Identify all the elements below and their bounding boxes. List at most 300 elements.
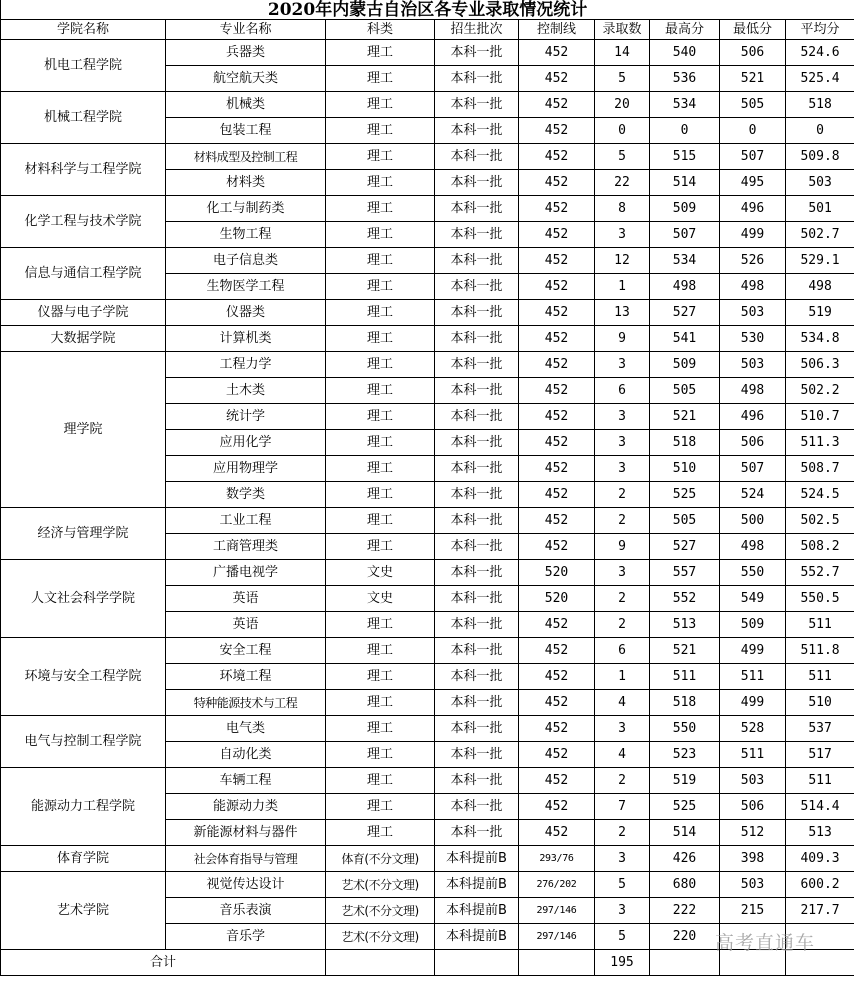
table-row xyxy=(1,196,854,222)
control-line-cell: 452 xyxy=(519,664,595,690)
header-college: 学院名称 xyxy=(1,20,166,40)
category-cell: 理工 xyxy=(326,534,435,560)
major-cell: 工业工程 xyxy=(166,508,326,534)
max-score-cell: 540 xyxy=(650,40,720,66)
header-admitted: 录取数 xyxy=(595,20,650,40)
table-row xyxy=(1,768,854,794)
table-row xyxy=(1,872,854,898)
table-row xyxy=(1,326,854,352)
batch-cell: 本科一批 xyxy=(435,222,519,248)
major-cell: 生物医学工程 xyxy=(166,274,326,300)
min-score-cell: 215 xyxy=(720,898,786,924)
admitted-cell: 4 xyxy=(595,742,650,768)
table-row xyxy=(1,40,854,66)
avg-score-cell: 534.8 xyxy=(786,326,854,352)
batch-cell: 本科一批 xyxy=(435,326,519,352)
control-line-cell: 452 xyxy=(519,404,595,430)
admitted-cell: 4 xyxy=(595,690,650,716)
min-score-cell: 526 xyxy=(720,248,786,274)
category-cell: 理工 xyxy=(326,222,435,248)
control-line-cell: 452 xyxy=(519,352,595,378)
min-score-cell: 503 xyxy=(720,300,786,326)
admitted-cell: 12 xyxy=(595,248,650,274)
major-cell: 工程力学 xyxy=(166,352,326,378)
control-line-cell: 452 xyxy=(519,430,595,456)
batch-cell: 本科一批 xyxy=(435,690,519,716)
category-cell: 理工 xyxy=(326,92,435,118)
batch-cell: 本科一批 xyxy=(435,586,519,612)
total-min-cell xyxy=(720,950,786,976)
avg-score-cell: 508.2 xyxy=(786,534,854,560)
control-line-cell: 452 xyxy=(519,482,595,508)
max-score-cell: 536 xyxy=(650,66,720,92)
major-cell: 应用物理学 xyxy=(166,456,326,482)
max-score-cell: 552 xyxy=(650,586,720,612)
major-cell: 社会体育指导与管理 xyxy=(166,846,326,872)
batch-cell: 本科一批 xyxy=(435,508,519,534)
control-line-cell: 452 xyxy=(519,508,595,534)
admitted-cell: 3 xyxy=(595,716,650,742)
avg-score-cell: 511 xyxy=(786,612,854,638)
max-score-cell: 222 xyxy=(650,898,720,924)
max-score-cell: 426 xyxy=(650,846,720,872)
major-cell: 能源动力类 xyxy=(166,794,326,820)
control-line-cell: 297/146 xyxy=(519,898,595,924)
avg-score-cell xyxy=(786,924,854,950)
college-name-cell: 信息与通信工程学院 xyxy=(1,248,166,300)
batch-cell: 本科提前B xyxy=(435,872,519,898)
avg-score-cell: 600.2 xyxy=(786,872,854,898)
control-line-cell: 293/76 xyxy=(519,846,595,872)
category-cell: 理工 xyxy=(326,40,435,66)
admitted-cell: 6 xyxy=(595,378,650,404)
min-score-cell: 505 xyxy=(720,92,786,118)
max-score-cell: 519 xyxy=(650,768,720,794)
batch-cell: 本科一批 xyxy=(435,820,519,846)
category-cell: 体育(不分文理) xyxy=(326,846,435,872)
control-line-cell: 452 xyxy=(519,248,595,274)
avg-score-cell: 510 xyxy=(786,690,854,716)
major-cell: 新能源材料与器件 xyxy=(166,820,326,846)
category-cell: 理工 xyxy=(326,170,435,196)
category-cell: 理工 xyxy=(326,248,435,274)
min-score-cell: 512 xyxy=(720,820,786,846)
category-cell: 理工 xyxy=(326,274,435,300)
min-score-cell: 511 xyxy=(720,664,786,690)
admitted-cell: 9 xyxy=(595,534,650,560)
major-cell: 统计学 xyxy=(166,404,326,430)
category-cell: 文史 xyxy=(326,586,435,612)
control-line-cell: 452 xyxy=(519,274,595,300)
control-line-cell: 520 xyxy=(519,560,595,586)
category-cell: 理工 xyxy=(326,118,435,144)
batch-cell: 本科提前B xyxy=(435,924,519,950)
max-score-cell: 510 xyxy=(650,456,720,482)
avg-score-cell: 511.3 xyxy=(786,430,854,456)
admitted-cell: 3 xyxy=(595,404,650,430)
category-cell: 理工 xyxy=(326,66,435,92)
avg-score-cell: 511.8 xyxy=(786,638,854,664)
control-line-cell: 452 xyxy=(519,144,595,170)
min-score-cell: 498 xyxy=(720,378,786,404)
category-cell: 理工 xyxy=(326,664,435,690)
min-score-cell: 499 xyxy=(720,222,786,248)
major-cell: 音乐表演 xyxy=(166,898,326,924)
avg-score-cell: 501 xyxy=(786,196,854,222)
max-score-cell: 527 xyxy=(650,300,720,326)
admitted-cell: 5 xyxy=(595,144,650,170)
batch-cell: 本科一批 xyxy=(435,144,519,170)
category-cell: 艺术(不分文理) xyxy=(326,898,435,924)
admitted-cell: 3 xyxy=(595,352,650,378)
header-row xyxy=(1,20,854,40)
admitted-cell: 2 xyxy=(595,482,650,508)
min-score-cell: 511 xyxy=(720,742,786,768)
avg-score-cell: 525.4 xyxy=(786,66,854,92)
major-cell: 英语 xyxy=(166,586,326,612)
batch-cell: 本科一批 xyxy=(435,404,519,430)
admitted-cell: 0 xyxy=(595,118,650,144)
college-name-cell: 电气与控制工程学院 xyxy=(1,716,166,768)
major-cell: 航空航天类 xyxy=(166,66,326,92)
batch-cell: 本科一批 xyxy=(435,40,519,66)
admitted-cell: 2 xyxy=(595,508,650,534)
min-score-cell: 498 xyxy=(720,534,786,560)
batch-cell: 本科一批 xyxy=(435,742,519,768)
table-row xyxy=(1,300,854,326)
college-name-cell: 仪器与电子学院 xyxy=(1,300,166,326)
avg-score-cell: 550.5 xyxy=(786,586,854,612)
max-score-cell: 525 xyxy=(650,794,720,820)
max-score-cell: 527 xyxy=(650,534,720,560)
control-line-cell: 452 xyxy=(519,612,595,638)
major-cell: 土木类 xyxy=(166,378,326,404)
avg-score-cell: 0 xyxy=(786,118,854,144)
max-score-cell: 525 xyxy=(650,482,720,508)
major-cell: 电子信息类 xyxy=(166,248,326,274)
batch-cell: 本科一批 xyxy=(435,430,519,456)
total-admitted-cell: 195 xyxy=(595,950,650,976)
batch-cell: 本科提前B xyxy=(435,846,519,872)
batch-cell: 本科一批 xyxy=(435,612,519,638)
control-line-cell: 452 xyxy=(519,326,595,352)
min-score-cell: 503 xyxy=(720,352,786,378)
college-name-cell: 经济与管理学院 xyxy=(1,508,166,560)
avg-score-cell: 513 xyxy=(786,820,854,846)
admitted-cell: 20 xyxy=(595,92,650,118)
max-score-cell: 514 xyxy=(650,170,720,196)
max-score-cell: 507 xyxy=(650,222,720,248)
control-line-cell: 452 xyxy=(519,820,595,846)
category-cell: 理工 xyxy=(326,612,435,638)
total-label-cell: 合计 xyxy=(1,950,326,976)
avg-score-cell: 514.4 xyxy=(786,794,854,820)
min-score-cell: 549 xyxy=(720,586,786,612)
major-cell: 化工与制药类 xyxy=(166,196,326,222)
admitted-cell: 3 xyxy=(595,456,650,482)
category-cell: 文史 xyxy=(326,560,435,586)
header-category: 科类 xyxy=(326,20,435,40)
batch-cell: 本科一批 xyxy=(435,196,519,222)
max-score-cell: 515 xyxy=(650,144,720,170)
total-max-cell xyxy=(650,950,720,976)
category-cell: 理工 xyxy=(326,456,435,482)
major-cell: 特种能源技术与工程 xyxy=(166,690,326,716)
admitted-cell: 7 xyxy=(595,794,650,820)
min-score-cell: 499 xyxy=(720,638,786,664)
admitted-cell: 3 xyxy=(595,430,650,456)
batch-cell: 本科一批 xyxy=(435,378,519,404)
category-cell: 理工 xyxy=(326,508,435,534)
admitted-cell: 3 xyxy=(595,222,650,248)
control-line-cell: 452 xyxy=(519,378,595,404)
avg-score-cell: 518 xyxy=(786,92,854,118)
table-body xyxy=(1,0,854,976)
table-row xyxy=(1,638,854,664)
admitted-cell: 8 xyxy=(595,196,650,222)
major-cell: 环境工程 xyxy=(166,664,326,690)
control-line-cell: 452 xyxy=(519,300,595,326)
batch-cell: 本科一批 xyxy=(435,560,519,586)
major-cell: 数学类 xyxy=(166,482,326,508)
table-row xyxy=(1,508,854,534)
header-major: 专业名称 xyxy=(166,20,326,40)
max-score-cell: 514 xyxy=(650,820,720,846)
max-score-cell: 521 xyxy=(650,404,720,430)
admitted-cell: 14 xyxy=(595,40,650,66)
header-batch: 招生批次 xyxy=(435,20,519,40)
total-control-cell xyxy=(519,950,595,976)
college-name-cell: 机电工程学院 xyxy=(1,40,166,92)
category-cell: 理工 xyxy=(326,326,435,352)
category-cell: 理工 xyxy=(326,820,435,846)
title-row xyxy=(1,0,854,20)
batch-cell: 本科一批 xyxy=(435,300,519,326)
category-cell: 理工 xyxy=(326,716,435,742)
admitted-cell: 2 xyxy=(595,820,650,846)
major-cell: 计算机类 xyxy=(166,326,326,352)
major-cell: 材料类 xyxy=(166,170,326,196)
admitted-cell: 22 xyxy=(595,170,650,196)
avg-score-cell: 409.3 xyxy=(786,846,854,872)
major-cell: 材料成型及控制工程 xyxy=(166,144,326,170)
batch-cell: 本科一批 xyxy=(435,716,519,742)
min-score-cell: 506 xyxy=(720,430,786,456)
avg-score-cell: 506.3 xyxy=(786,352,854,378)
control-line-cell: 452 xyxy=(519,794,595,820)
total-batch-cell xyxy=(435,950,519,976)
max-score-cell: 541 xyxy=(650,326,720,352)
total-avg-cell xyxy=(786,950,854,976)
control-line-cell: 276/202 xyxy=(519,872,595,898)
avg-score-cell: 508.7 xyxy=(786,456,854,482)
batch-cell: 本科一批 xyxy=(435,170,519,196)
control-line-cell: 452 xyxy=(519,170,595,196)
control-line-cell: 297/146 xyxy=(519,924,595,950)
avg-score-cell: 519 xyxy=(786,300,854,326)
total-row xyxy=(1,950,854,976)
college-name-cell: 机械工程学院 xyxy=(1,92,166,144)
max-score-cell: 534 xyxy=(650,92,720,118)
min-score-cell: 496 xyxy=(720,196,786,222)
major-cell: 生物工程 xyxy=(166,222,326,248)
admitted-cell: 13 xyxy=(595,300,650,326)
min-score-cell: 496 xyxy=(720,404,786,430)
avg-score-cell: 510.7 xyxy=(786,404,854,430)
control-line-cell: 452 xyxy=(519,768,595,794)
admitted-cell: 1 xyxy=(595,274,650,300)
min-score-cell: 500 xyxy=(720,508,786,534)
min-score-cell: 503 xyxy=(720,768,786,794)
category-cell: 理工 xyxy=(326,742,435,768)
max-score-cell: 550 xyxy=(650,716,720,742)
category-cell: 理工 xyxy=(326,768,435,794)
batch-cell: 本科一批 xyxy=(435,274,519,300)
table-row xyxy=(1,144,854,170)
batch-cell: 本科一批 xyxy=(435,794,519,820)
min-score-cell: 550 xyxy=(720,560,786,586)
admitted-cell: 6 xyxy=(595,638,650,664)
max-score-cell: 505 xyxy=(650,378,720,404)
batch-cell: 本科一批 xyxy=(435,534,519,560)
min-score-cell: 495 xyxy=(720,170,786,196)
admitted-cell: 2 xyxy=(595,586,650,612)
admitted-cell: 3 xyxy=(595,560,650,586)
min-score-cell: 521 xyxy=(720,66,786,92)
max-score-cell: 509 xyxy=(650,352,720,378)
min-score-cell: 506 xyxy=(720,40,786,66)
admitted-cell: 3 xyxy=(595,846,650,872)
min-score-cell: 506 xyxy=(720,794,786,820)
college-name-cell: 体育学院 xyxy=(1,846,166,872)
major-cell: 视觉传达设计 xyxy=(166,872,326,898)
avg-score-cell: 524.6 xyxy=(786,40,854,66)
avg-score-cell: 517 xyxy=(786,742,854,768)
control-line-cell: 452 xyxy=(519,456,595,482)
category-cell: 理工 xyxy=(326,690,435,716)
control-line-cell: 452 xyxy=(519,638,595,664)
control-line-cell: 452 xyxy=(519,66,595,92)
header-avg-score: 平均分 xyxy=(786,20,854,40)
max-score-cell: 557 xyxy=(650,560,720,586)
min-score-cell: 530 xyxy=(720,326,786,352)
avg-score-cell: 502.7 xyxy=(786,222,854,248)
control-line-cell: 452 xyxy=(519,534,595,560)
college-name-cell: 人文社会科学学院 xyxy=(1,560,166,638)
min-score-cell xyxy=(720,924,786,950)
control-line-cell: 452 xyxy=(519,222,595,248)
major-cell: 车辆工程 xyxy=(166,768,326,794)
category-cell: 理工 xyxy=(326,378,435,404)
major-cell: 自动化类 xyxy=(166,742,326,768)
college-name-cell: 能源动力工程学院 xyxy=(1,768,166,846)
major-cell: 仪器类 xyxy=(166,300,326,326)
batch-cell: 本科一批 xyxy=(435,352,519,378)
college-name-cell: 大数据学院 xyxy=(1,326,166,352)
admitted-cell: 2 xyxy=(595,612,650,638)
min-score-cell: 524 xyxy=(720,482,786,508)
avg-score-cell: 498 xyxy=(786,274,854,300)
table-row xyxy=(1,560,854,586)
avg-score-cell: 511 xyxy=(786,664,854,690)
min-score-cell: 507 xyxy=(720,144,786,170)
batch-cell: 本科一批 xyxy=(435,66,519,92)
category-cell: 理工 xyxy=(326,300,435,326)
batch-cell: 本科一批 xyxy=(435,248,519,274)
major-cell: 安全工程 xyxy=(166,638,326,664)
category-cell: 艺术(不分文理) xyxy=(326,872,435,898)
admitted-cell: 2 xyxy=(595,768,650,794)
avg-score-cell: 529.1 xyxy=(786,248,854,274)
category-cell: 艺术(不分文理) xyxy=(326,924,435,950)
max-score-cell: 521 xyxy=(650,638,720,664)
major-cell: 应用化学 xyxy=(166,430,326,456)
avg-score-cell: 217.7 xyxy=(786,898,854,924)
min-score-cell: 398 xyxy=(720,846,786,872)
max-score-cell: 513 xyxy=(650,612,720,638)
category-cell: 理工 xyxy=(326,794,435,820)
table-row xyxy=(1,846,854,872)
max-score-cell: 534 xyxy=(650,248,720,274)
max-score-cell: 518 xyxy=(650,430,720,456)
total-category-cell xyxy=(326,950,435,976)
min-score-cell: 499 xyxy=(720,690,786,716)
min-score-cell: 507 xyxy=(720,456,786,482)
control-line-cell: 452 xyxy=(519,690,595,716)
batch-cell: 本科一批 xyxy=(435,768,519,794)
avg-score-cell: 552.7 xyxy=(786,560,854,586)
max-score-cell: 523 xyxy=(650,742,720,768)
control-line-cell: 452 xyxy=(519,40,595,66)
category-cell: 理工 xyxy=(326,638,435,664)
category-cell: 理工 xyxy=(326,404,435,430)
max-score-cell: 509 xyxy=(650,196,720,222)
table-row xyxy=(1,716,854,742)
control-line-cell: 452 xyxy=(519,742,595,768)
major-cell: 机械类 xyxy=(166,92,326,118)
header-min-score: 最低分 xyxy=(720,20,786,40)
table-row xyxy=(1,92,854,118)
major-cell: 电气类 xyxy=(166,716,326,742)
admitted-cell: 5 xyxy=(595,924,650,950)
major-cell: 包装工程 xyxy=(166,118,326,144)
batch-cell: 本科一批 xyxy=(435,118,519,144)
table-row xyxy=(1,352,854,378)
admitted-cell: 5 xyxy=(595,872,650,898)
max-score-cell: 505 xyxy=(650,508,720,534)
category-cell: 理工 xyxy=(326,430,435,456)
max-score-cell: 498 xyxy=(650,274,720,300)
header-control-line: 控制线 xyxy=(519,20,595,40)
header-max-score: 最高分 xyxy=(650,20,720,40)
max-score-cell: 0 xyxy=(650,118,720,144)
avg-score-cell: 524.5 xyxy=(786,482,854,508)
watermark: 高考直通车 xyxy=(715,932,816,954)
avg-score-cell: 502.2 xyxy=(786,378,854,404)
batch-cell: 本科提前B xyxy=(435,898,519,924)
batch-cell: 本科一批 xyxy=(435,456,519,482)
admitted-cell: 5 xyxy=(595,66,650,92)
min-score-cell: 498 xyxy=(720,274,786,300)
college-name-cell: 环境与安全工程学院 xyxy=(1,638,166,716)
major-cell: 英语 xyxy=(166,612,326,638)
batch-cell: 本科一批 xyxy=(435,482,519,508)
avg-score-cell: 511 xyxy=(786,768,854,794)
batch-cell: 本科一批 xyxy=(435,664,519,690)
max-score-cell: 220 xyxy=(650,924,720,950)
control-line-cell: 520 xyxy=(519,586,595,612)
min-score-cell: 509 xyxy=(720,612,786,638)
